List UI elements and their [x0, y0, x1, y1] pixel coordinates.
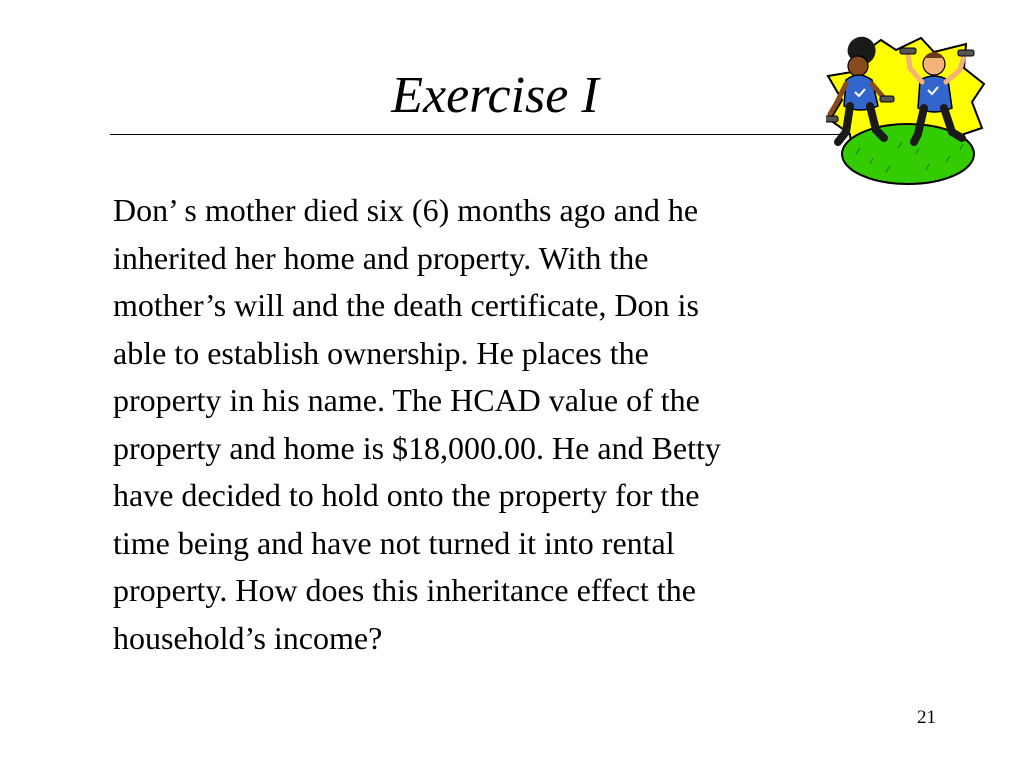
- exercise-body-text: Don’ s mother died six (6) months ago and he inherited her home and property. With the mother’s will and the death certificate, Don is able to establish ownership. He places the property in his name. The HCAD value of the property and home is $18,000.00. He and Betty have decided to hold onto the property for the time being and have not turned it into rental property. How does this inheritance effect the household’s income?: [113, 192, 721, 656]
- slide-title: Exercise I: [391, 67, 599, 124]
- title-divider: [110, 134, 850, 135]
- page-number: 21: [917, 707, 936, 728]
- exercise-dumbbells-clipart-icon: [826, 36, 986, 186]
